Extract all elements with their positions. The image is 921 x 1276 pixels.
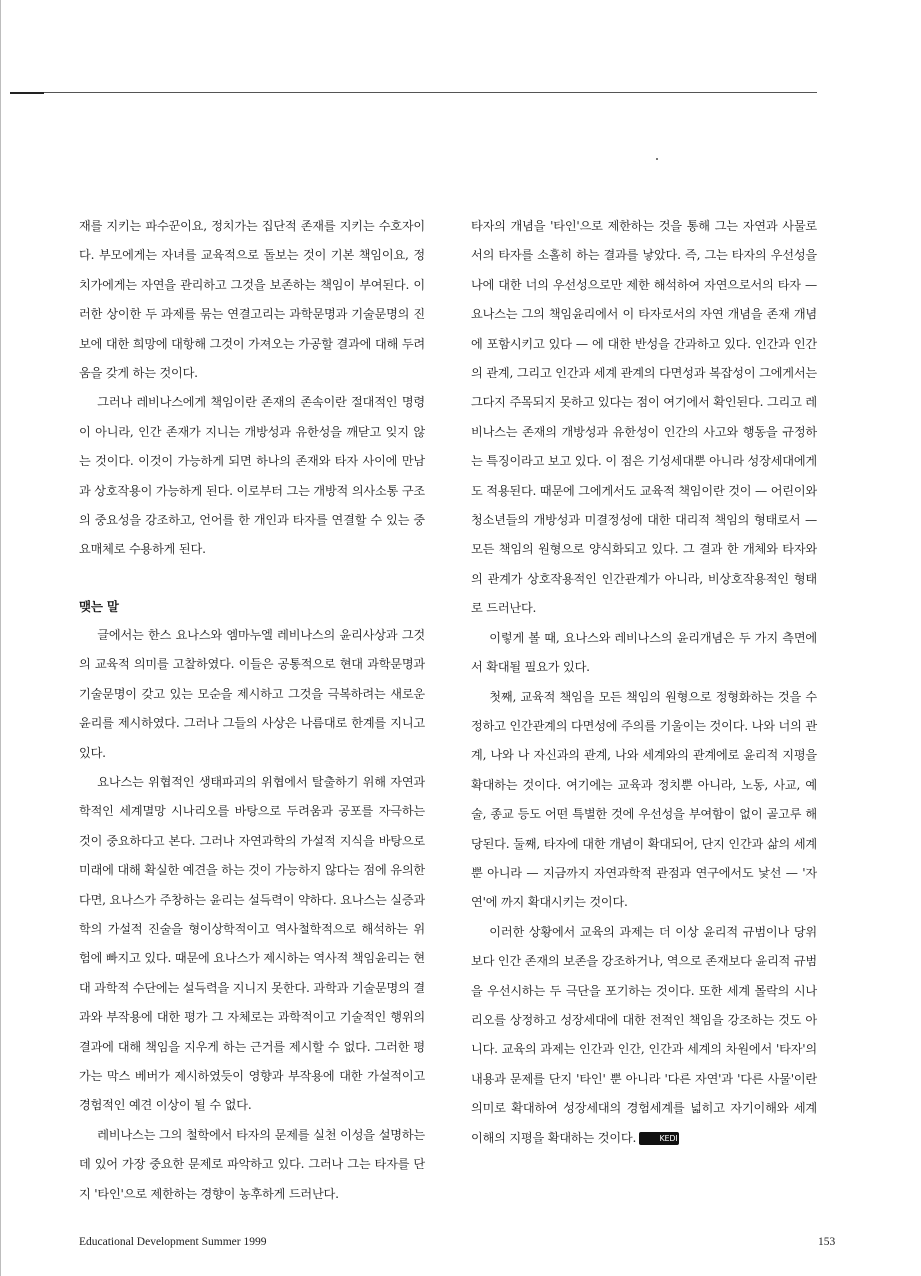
final-paragraph-text: 이러한 상황에서 교육의 과제는 더 이상 윤리적 규범이나 당위보다 인간 존재의 보존을 강조하거나, 역으로 존재보다 윤리적 규범을 우선시하는 두 극단을 포기하는 것이다. 또한 세계 몰락의 시나리오를 상정하고 성장세대에 대한 전적인 책임을 강조하는 것도 아니다. 교육의 과제는 인간과 인간, 인간과 세계의 차원에서 '타자'의 내용과 문제를 단지 '타인' 뿐 아니라 '다른 자연'과 '다른 사물'이란 의미로 확대하여 성장세대의 경험세계를 넓히고 자기이해와 세계이해의 지평을 확대하는 것이다. [471, 924, 817, 1145]
body-paragraph: 타자의 개념을 '타인'으로 제한하는 것을 통해 그는 자연과 사물로서의 타자를 소홀히 하는 결과를 낳았다. 즉, 그는 타자의 우선성을 나에 대한 너의 우선성으로만 제한 해석하여 자연으로서의 타자 — 요나스는 그의 책임윤리에서 이 타자로서의 자연 개념을 존재 개념에 포함시키고 있다 — 에 대한 반성을 간과하고 있다. 인간과 인간의 관계, 그리고 인간과 세계 관계의 다면성과 복잡성이 그에게서는 그다지 주목되지 못하고 있다는 점이 여기에서 확인된다. 그리고 레비나스는 존재의 개방성과 유한성이 인간의 사고와 행동을 규정하는 특징이라고 보고 있다. 이 점은 기성세대뿐 아니라 성장세대에게도 적용된다. 때문에 그에게서도 교육적 책임이란 것이 — 어린이와 청소년들의 개방성과 미결정성에 대한 대리적 책임의 형태로서 — 모든 책임의 원형으로 양식화되고 있다. 그 결과 한 개체와 타자와의 관계가 상호작용적인 인간관계가 아니라, 비상호작용적인 형태로 드러난다. [471, 219, 817, 616]
body-paragraph: 요나스는 위협적인 생태파괴의 위협에서 탈출하기 위해 자연과학적인 세계멸망 시나리오를 바탕으로 두려움과 공포를 자극하는 것이 중요하다고 본다. 그러나 자연과학의 가설적 지식을 바탕으로 미래에 대해 확실한 예견을 하는 것이 가능하지 않다는 점에 유의한다면, 요나스가 주창하는 윤리는 설득력이 약하다. 요나스는 실증과학의 가설적 진술을 형이상학적이고 역사철학적으로 해석하는 위험에 빠지고 있다. 때문에 요나스가 제시하는 역사적 책임윤리는 현대 과학적 수단에는 설득력을 지니지 못한다. 과학과 기술문명의 결과와 부작용에 대한 평가 그 자체로는 과학적이고 기술적인 행위의 결과에 대해 책임을 지우게 하는 근거를 제시할 수 없다. 그러한 평가는 막스 베버가 제시하였듯이 영향과 부작용에 대한 가설적이고 경험적인 예견 이상이 될 수 없다. [79, 774, 425, 1113]
body-paragraph: 이렇게 볼 때, 요나스와 레비나스의 윤리개념은 두 가지 측면에서 확대될 필요가 있다. [471, 630, 817, 675]
body-paragraph: 글에서는 한스 요나스와 엠마누엘 레비나스의 윤리사상과 그것의 교육적 의미를 고찰하였다. 이들은 공통적으로 현대 과학문명과 기술문명이 갖고 있는 모순을 제시하고 그것을 극복하려는 새로운 윤리를 제시하였다. 그러나 그들의 사상은 나름대로 한계를 지니고 있다. [79, 627, 425, 760]
body-paragraph: 재를 지키는 파수꾼이요, 정치가는 집단적 존재를 지키는 수호자이다. 부모에게는 자녀를 교육적으로 돌보는 것이 기본 책임이요, 정치가에게는 자연을 관리하고 그것을 보존하는 책임이 부여된다. 이러한 상이한 두 과제를 묶는 연결고리는 과학문명과 기술문명의 진보에 대한 희망에 대항해 그것이 가져오는 가공할 결과에 대해 두려움을 갖게 하는 것이다. [79, 219, 425, 381]
body-paragraph: 그러나 레비나스에게 책임이란 존재의 존속이란 절대적인 명령이 아니라, 인간 존재가 지니는 개방성과 유한성을 깨닫고 잊지 않는 것이다. 이것이 가능하게 되면 하나의 존재와 타자 사이에 만남과 상호작용이 가능하게 된다. 이로부터 그는 개방적 의사소통 구조의 중요성을 강조하고, 언어를 한 개인과 타자를 연결할 수 있는 중요매체로 수용하게 된다. [79, 395, 425, 557]
section-heading: 맺는 말 [79, 598, 119, 614]
left-column [79, 212, 425, 1209]
header-rule-accent [10, 92, 44, 94]
scan-speck [656, 158, 658, 160]
right-column [471, 212, 817, 1153]
body-paragraph: 레비나스는 그의 철학에서 타자의 문제를 실천 이성을 설명하는데 있어 가장 중요한 문제로 파악하고 있다. 그러나 그는 타자를 단지 '타인'으로 제한하는 경향이 농후하게 드러난다. [79, 1127, 425, 1201]
kedi-end-mark-icon: KEDI [639, 1132, 679, 1145]
page-edge-line [0, 0, 1, 1276]
body-paragraph-final [471, 918, 817, 1153]
footer-journal: Educational Development Summer 1999 [79, 1236, 267, 1248]
body-paragraph: 첫째, 교육적 책임을 모든 책임의 원형으로 정형화하는 것을 수정하고 인간관계의 다면성에 주의를 기울이는 것이다. 나와 너의 관계, 나와 나 자신과의 관계, 나와 세계와의 관계에로 윤리적 지평을 확대하는 것이다. 여기에는 교육과 정치뿐 아니라, 노동, 사교, 예술, 종교 등도 어떤 특별한 것에 우선성을 부여함이 없이 골고루 해당된다. 둘째, 타자에 대한 개념이 확대되어, 단지 인간과 삶의 세계뿐 아니라 — 지금까지 자연과학적 관점과 연구에서도 낯선 — '자연'에 까지 확대시키는 것이다. [471, 689, 817, 910]
page-number: 153 [818, 1236, 836, 1248]
header-rule [44, 92, 817, 93]
